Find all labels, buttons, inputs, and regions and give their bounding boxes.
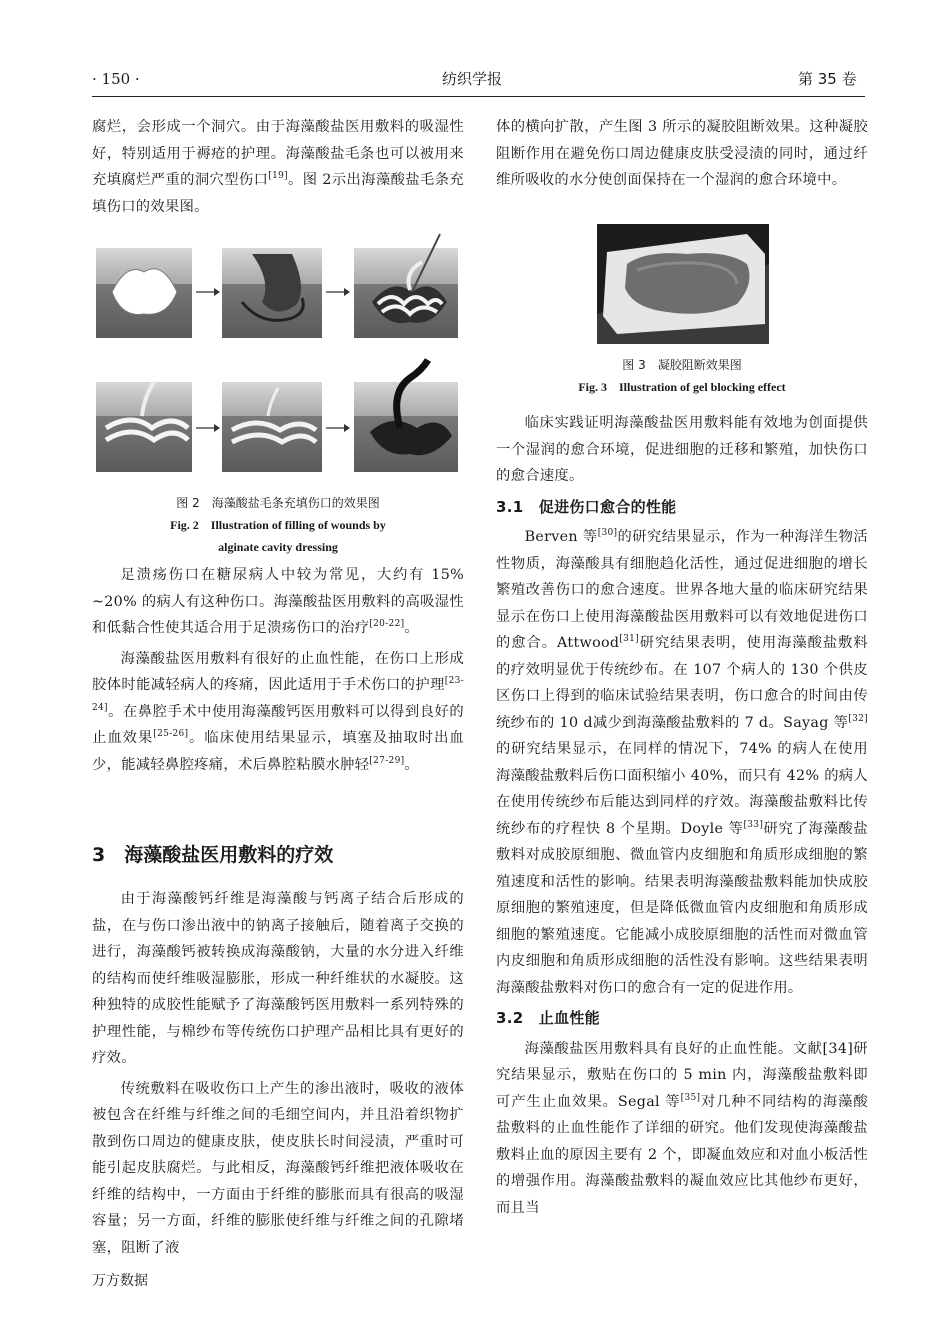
right-para-4: 海藻酸盐医用敷料具有良好的止血性能。文献[34]研究结果显示，敷贴在伤口的 5 min 内，海藻酸盐敷料即可产生止血效果。Segal 等[35]对几种不同结构的海藻酸盐敷料的止血性能作了详细的研究。他们发现使海藻酸盐敷料止血的原因主要有 2 个，即凝血效应和对血小板活性的增强作用。海藻酸盐敷料的凝血效应比其他纱布更好，而且当 bbox=[496, 1040, 868, 1216]
cavity-stage-2 bbox=[222, 248, 322, 338]
cavity-stage-1 bbox=[96, 248, 192, 338]
cavity-stage-5 bbox=[222, 382, 322, 472]
figure-3-photo bbox=[597, 224, 769, 344]
section-3-title: 3 海藻酸盐医用敷料的疗效 bbox=[92, 844, 334, 866]
figure-3-caption-zh: 图 3 凝胶阻断效果图 bbox=[622, 358, 742, 372]
volume-label: 第 35 卷 bbox=[798, 70, 857, 88]
figure-2 bbox=[92, 232, 464, 484]
figure-2-caption-zh: 图 2 海藻酸盐毛条充填伤口的效果图 bbox=[176, 496, 380, 510]
figure-2-caption bbox=[92, 492, 464, 558]
subsection-3-1-title: 3.1 促进伤口愈合的性能 bbox=[496, 497, 677, 516]
figure-3-caption bbox=[496, 354, 868, 398]
right-column-body bbox=[496, 410, 868, 1225]
left-para-2: 足溃疡伤口在糖尿病人中较为常见，大约有 15% ~20% 的病人有这种伤口。海藻酸盐医用敷料的高吸湿性和低黏合性使其适合用于足溃疡伤口的治疗[20-22]。 bbox=[92, 567, 464, 636]
subsection-3-2-title: 3.2 止血性能 bbox=[496, 1009, 600, 1027]
figure-2-caption-en-1: Fig. 2 Illustration of filling of wounds by bbox=[170, 518, 386, 532]
figure-3-caption-en: Fig. 3 Illustration of gel blocking effect bbox=[578, 380, 786, 394]
right-para-1: 体的横向扩散，产生图 3 所示的凝胶阻断效果。这种凝胶阻断作用在避免伤口周边健康皮肤受浸渍的同时，通过纤维所吸收的水分使创面保持在一个湿润的愈合环境中。 bbox=[496, 119, 868, 188]
journal-name: 纺织学报 bbox=[442, 70, 503, 88]
right-para-2: 临床实践证明海藻酸盐医用敷料能有效地为创面提供一个湿润的愈合环境，促进细胞的迁移和繁殖，加快伤口的愈合速度。 bbox=[496, 415, 868, 484]
left-para-4: 由于海藻酸钙纤维是海藻酸与钙离子结合后形成的盐，在与伤口渗出液中的钠离子接触后，随着离子交换的进行，海藻酸钙被转换成海藻酸钠，大量的水分进入纤维的结构而使纤维吸湿膨胀，形成一种纤维状的水凝胶。这种独特的成胶性能赋予了海藻酸钙医用敷料一系列特殊的护理性能，与棉纱布等传统伤口护理产品相比具有更好的疗效。 bbox=[92, 891, 464, 1066]
left-column-top bbox=[92, 114, 464, 224]
left-column-middle bbox=[92, 562, 464, 782]
left-para-1: 腐烂，会形成一个洞穴。由于海藻酸盐医用敷料的吸湿性好，特别适用于褥疮的护理。海藻酸盐毛条也可以被用来充填腐烂严重的洞穴型伤口[19]。图 2示出海藻酸盐毛条充填伤口的效果图。 bbox=[92, 119, 464, 215]
cavity-stage-4 bbox=[96, 382, 192, 472]
arrow-1 bbox=[196, 288, 220, 296]
figure-2-illustration bbox=[92, 232, 464, 484]
figure-3 bbox=[597, 224, 769, 344]
left-para-5: 传统敷料在吸收伤口上产生的渗出液时，吸收的液体被包含在纤维与纤维之间的毛细空间内，并且沿着织物扩散到伤口周边的健康皮肤，使皮肤长时间浸渍，严重时可能引起皮肤腐烂。与此相反，海藻酸钙纤维把液体吸收在纤维的结构中，一方面由于纤维的膨胀而具有很高的吸湿容量；另一方面，纤维的膨胀使纤维与纤维之间的孔隙堵塞，阻断了液 bbox=[92, 1080, 464, 1256]
watermark-text: 万方数据 bbox=[92, 1273, 148, 1289]
left-column-bottom bbox=[92, 886, 464, 1265]
right-para-3: Berven 等[30]的研究结果显示，作为一种海洋生物活性物质，海藻酸具有细胞趋化活性，通过促进细胞的增长繁殖改善伤口的愈合速度。世界各地大量的临床研究结果显示在伤口上使用海藻酸盐医用敷料可以有效地促进伤口的愈合。Attwood[31]研究结果表明，使用海藻酸盐敷料的疗效明显优于传统纱布。在 107 个病人的 130 个供皮区伤口上得到的临床试验结果表明，伤口愈合的时间由传统纱布的 10 d减少到海藻酸盐敷料的 7 d。Sayag 等[32]的研究结果显示，在同样的情况下，74% 的病人在使用海藻酸盐敷料后伤口面积缩小 40%，而只有 42% 的病人在使用传统纱布后能达到同样的疗效。海藻酸盐敷料比传统纱布的疗程快 8 个星期。Doyle 等[33]研究了海藻酸盐敷料对成胶原细胞、微血管内皮细胞和角质形成细胞的繁殖速度和活性的影响。结果表明海藻酸盐敷料能加快成胶原细胞的繁殖速度，但是降低微血管内皮细胞和角质形成细胞的繁殖速度。它能减小成胶原细胞的活性而对微血管内皮细胞和角质形成细胞的活性没有影响。这些结果表明海藻酸盐敷料对伤口的愈合有一定的促进作用。 bbox=[496, 528, 869, 996]
page-number: · 150 · bbox=[92, 70, 140, 88]
cavity-stage-6 bbox=[354, 360, 458, 472]
figure-2-caption-en-2: alginate cavity dressing bbox=[218, 540, 338, 554]
arrow-3 bbox=[196, 424, 220, 432]
arrow-2 bbox=[326, 288, 350, 296]
arrow-4 bbox=[326, 424, 350, 432]
left-para-3: 海藻酸盐医用敷料有很好的止血性能，在伤口上形成胶体时能减轻病人的疼痛，因此适用于手术伤口的护理[23-24]。在鼻腔手术中使用海藻酸钙医用敷料可以得到良好的止血效果[25-26]。临床使用结果显示，填塞及抽取时出血少，能减轻鼻腔疼痛，术后鼻腔粘膜水肿轻[27-29]。 bbox=[92, 650, 464, 773]
right-column-top bbox=[496, 114, 868, 198]
header-rule bbox=[92, 96, 865, 97]
cavity-stage-3 bbox=[354, 234, 458, 338]
